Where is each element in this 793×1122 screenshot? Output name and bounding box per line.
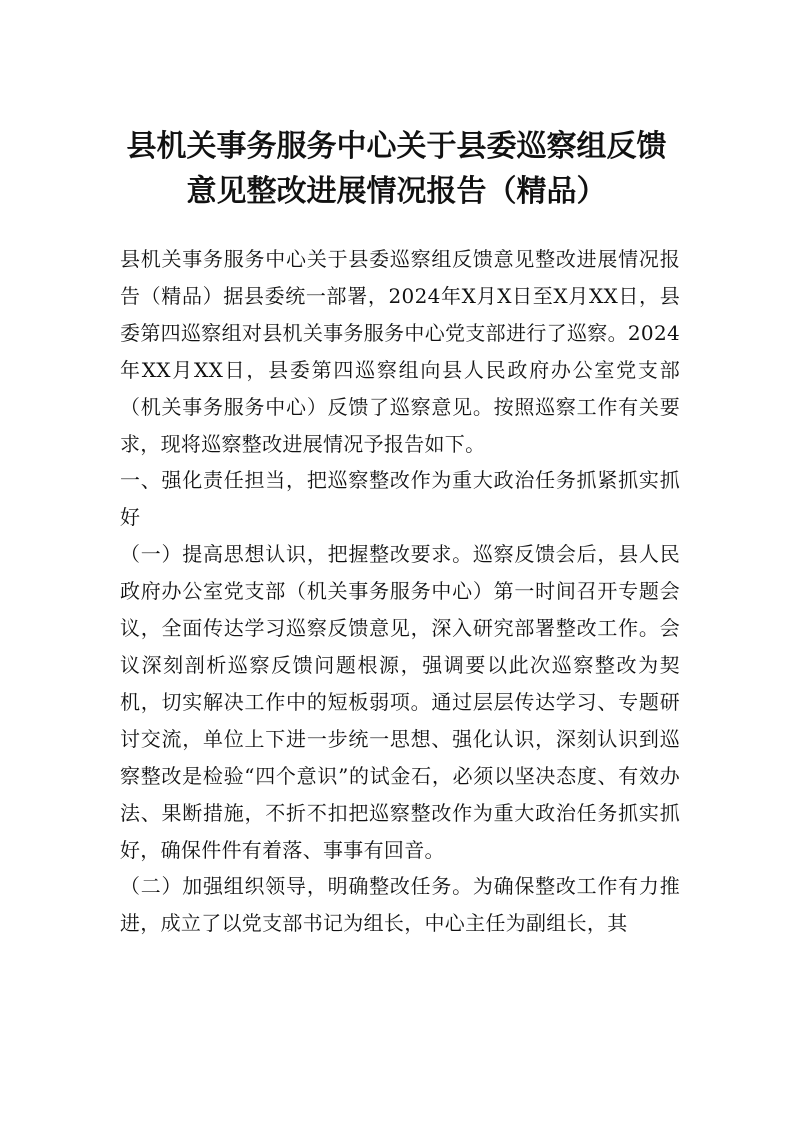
- intro-paragraph: 县机关事务服务中心关于县委巡察组反馈意见整改进展情况报告（精品）据县委统一部署，2024年X月X日至X月XX日，县委第四巡察组对县机关事务服务中心党支部进行了巡察。2024年XX月XX日，县委第四巡察组向县人民政府办公室党支部（机关事务服务中心）反馈了巡察意见。按照巡察工作有关要求，现将巡察整改进展情况予报告如下。: [120, 247, 680, 456]
- document-body: [120, 241, 680, 942]
- document-title-line-2: 意见整改进展情况报告（精品）: [186, 174, 607, 209]
- section-heading-1: 一、强化责任担当，把巡察整改作为重大政治任务抓紧抓实抓好: [120, 468, 680, 530]
- document-title-line-1: 县机关事务服务中心关于县委巡察组反馈: [126, 129, 667, 164]
- subsection-paragraph-2: （二）加强组织领导，明确整改任务。为确保整改工作有力推进，成立了以党支部书记为组长，中心主任为副组长，其: [120, 874, 680, 936]
- subsection-paragraph-1: （一）提高思想认识，把握整改要求。巡察反馈会后，县人民政府办公室党支部（机关事务服务中心）第一时间召开专题会议，全面传达学习巡察反馈意见，深入研究部署整改工作。会议深刻剖析巡察反馈问题根源，强调要以此次巡察整改为契机，切实解决工作中的短板弱项。通过层层传达学习、专题研讨交流，单位上下进一步统一思想、强化认识，深刻认识到巡察整改是检验“四个意识”的试金石，必须以坚决态度、有效办法、果断措施，不折不扣把巡察整改作为重大政治任务抓实抓好，确保件件有着落、事事有回音。: [120, 542, 680, 862]
